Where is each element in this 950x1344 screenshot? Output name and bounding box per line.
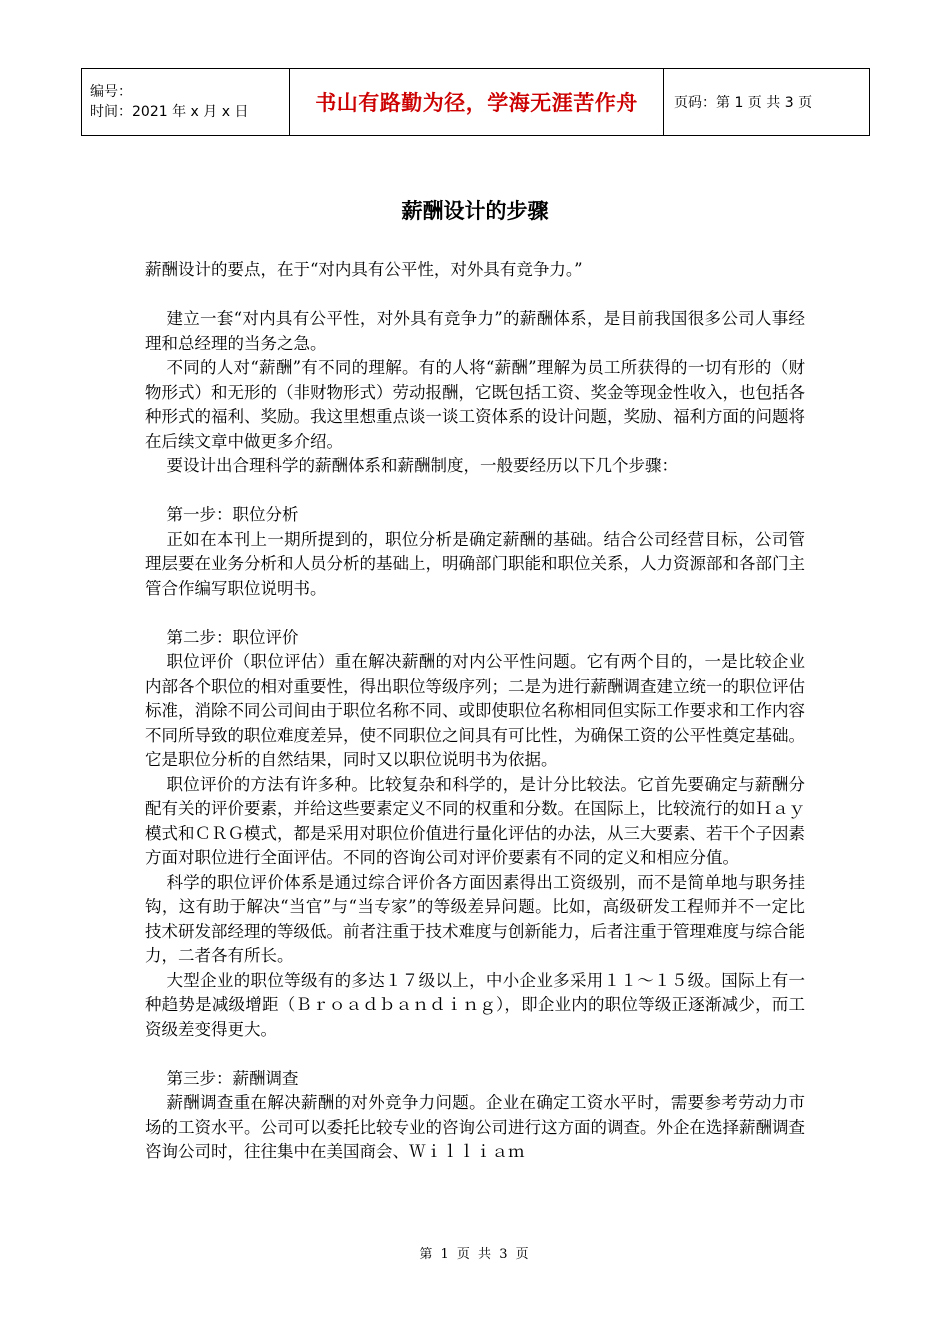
paragraph: 薪酬调查重在解决薪酬的对外竞争力问题。企业在确定工资水平时，需要参考劳动力市场的工资水平。公司可以委托比较专业的咨询公司进行这方面的调查。外企在选择薪酬调查咨询公司时，往往集中在美国商会、Ｗｉｌｌｉａｍ: [145, 1093, 805, 1161]
paragraph: 要设计出合理科学的薪酬体系和薪酬制度，一般要经历以下几个步骤：: [166, 456, 678, 475]
number-label: 编号：: [90, 84, 132, 100]
section-heading: 第二步：职位评价: [166, 627, 299, 647]
paragraph: 建立一套“对内具有公平性，对外具有竞争力”的薪酬体系，是目前我国很多公司人事经理和总经理的当务之急。: [145, 309, 805, 353]
paragraph: 不同的人对“薪酬”有不同的理解。有的人将“薪酬”理解为员工所获得的一切有形的（财物形式）和无形的（非财物形式）劳动报酬，它既包括工资、奖金等现金性收入，也包括各种形式的福利、奖励。我这里想重点谈一谈工资体系的设计问题，奖励、福利方面的问题将在后续文章中做更多介绍。: [145, 358, 805, 451]
document-title: 薪酬设计的步骤: [401, 199, 549, 223]
paragraph: 薪酬设计的要点，在于“对内具有公平性，对外具有竞争力。”: [145, 260, 583, 279]
paragraph: 科学的职位评价体系是通过综合评价各方面因素得出工资级别，而不是简单地与职务挂钩，这有助于解决“当官”与“当专家”的等级差异问题。比如，高级研发工程师并不一定比技术研发部经理的等级低。前者注重于技术难度与创新能力，后者注重于管理难度与综合能力，二者各有所长。: [145, 872, 805, 965]
section-heading: 第一步：职位分析: [166, 505, 299, 524]
paragraph: 大型企业的职位等级有的多达１７级以上，中小企业多采用１１～１５级。国际上有一种趋势是减级增距（Ｂｒｏａｄｂａｎｄｉｎｇ），即企业内的职位等级正逐渐减少，而工资级差变得更大。: [145, 970, 805, 1039]
paragraph: 职位评价的方法有许多种。比较复杂和科学的，是计分比较法。它首先要确定与薪酬分配有关的评价要素，并给这些要素定义不同的权重和分数。在国际上，比较流行的如Ｈａｙ模式和ＣＲＧ模式，都是采用对职位价值进行量化评估的办法，从三大要素、若干个子因素方面对职位进行全面评估。不同的咨询公司对评价要素有不同的定义和相应分值。: [145, 774, 805, 867]
section-heading: 第三步：薪酬调查: [166, 1068, 299, 1088]
paragraph: 正如在本刊上一期所提到的，职位分析是确定薪酬的基础。结合公司经营目标，公司管理层要在业务分析和人员分析的基础上，明确部门职能和职位关系，人力资源部和各部门主管合作编写职位说明书。: [145, 529, 805, 598]
header-meta-cell: [82, 69, 290, 136]
time-label: 时间：2021 年 x 月 x 日: [90, 104, 249, 120]
page-footer: 第 1 页 共 3 页: [419, 1247, 531, 1262]
document-header: [81, 68, 870, 136]
paragraph: 职位评价（职位评估）重在解决薪酬的对内公平性问题。它有两个目的，一是比较企业内部各个职位的相对重要性，得出职位等级序列；二是为进行薪酬调查建立统一的职位评估标准，消除不同公司间由于职位名称不同、或即使职位名称相同但实际工作要求和工作内容不同所导致的职位难度差异，使不同职位之间具有可比性，为确保工资的公平性奠定基础。它是职位分析的自然结果，同时又以职位说明书为依据。: [145, 652, 805, 769]
document-body: [145, 258, 805, 1165]
header-page-info: 页码：第 1 页 共 3 页: [664, 69, 870, 136]
header-motto: 书山有路勤为径，学海无涯苦作舟: [290, 69, 664, 136]
